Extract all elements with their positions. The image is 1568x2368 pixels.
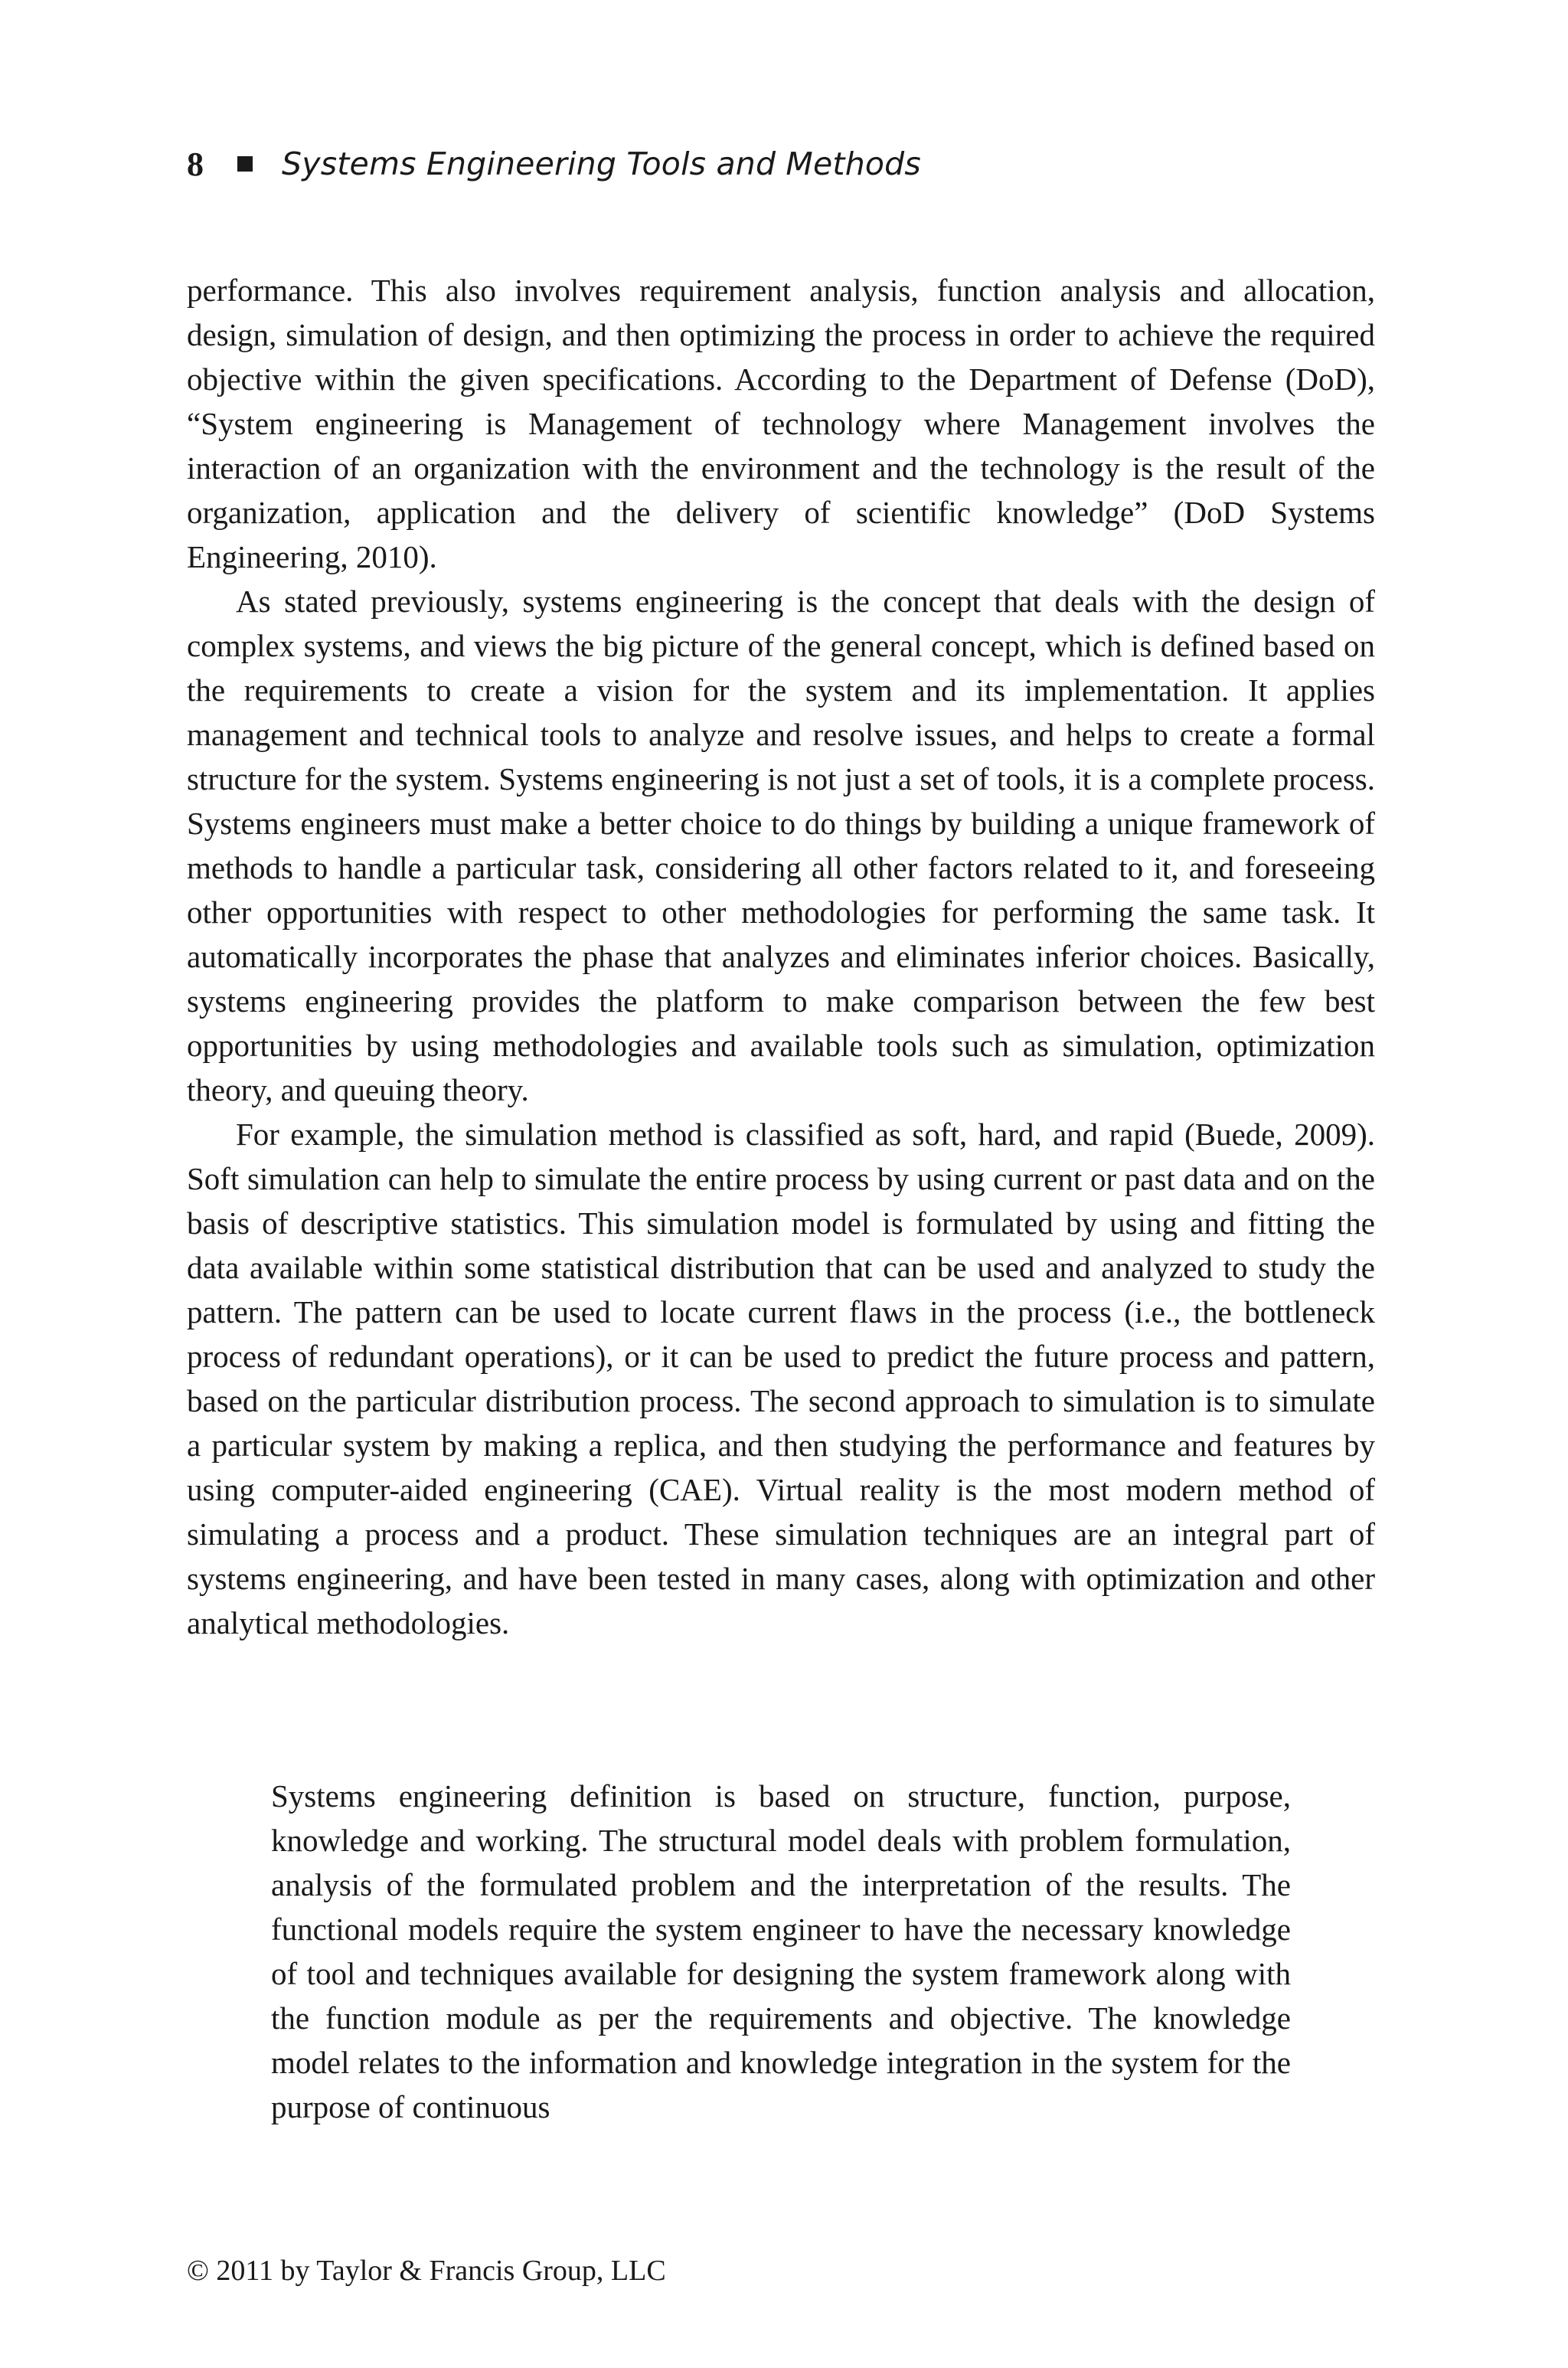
block-quote-text: Systems engineering definition is based on structure, function, purpose, knowledge and working. The structural model deals with problem formulation, analysis of the formulated problem and the interpretation of the results. The functional models require the system engineer to have the necessary knowledge of tool and techniques available for designing the system framework along with the function module as per the requirements and objective. The knowledge model relates to the information and knowledge integration in the system for the purpose of continuous [271,1778,1291,2124]
running-head [187,141,921,187]
paragraph-2: As stated previously, systems engineering is the concept that deals with the design of complex systems, and views the big picture of the general concept, which is defined based on the requirements to create a vision for the system and its implementation. It applies management and technical tools to analyze and resolve issues, and helps to create a formal structure for the system. Systems engineering is not just a set of tools, it is a complete process. Systems engineers must make a better choice to do things by building a unique framework of methods to handle a particular task, considering all other factors related to it, and foreseeing other opportunities with respect to other methodologies for performing the same task. It automatically incorporates the phase that analyzes and eliminates inferior choices. Basically, systems engineering provides the platform to make comparison between the few best opportunities by using methodologies and available tools such as simulation, optimization theory, and queuing theory. [187,584,1375,1107]
paragraph-3: For example, the simulation method is classified as soft, hard, and rapid (Buede, 2009). Soft simulation can help to simulate the entire process by using current or past data and on the basis of descriptive statistics. This simulation model is formulated by using and fitting the data available within some statistical distribution that can be used and analyzed to study the pattern. The pattern can be used to locate current flaws in the process (i.e., the bottleneck process of redundant operations), or it can be used to predict the future process and pattern, based on the particular distribution process. The second approach to simulation is to simulate a particular system by making a replica, and then studying the performance and features by using computer-aided engineering (CAE). Virtual reality is the most modern method of simulating a process and a product. These simulation techniques are an integral part of systems engineering, and have been tested in many cases, along with optimization and other analytical methodologies. [187,1117,1375,1640]
paragraph-1: performance. This also involves requirement analysis, function analysis and allocation, design, simulation of design, and then optimizing the process in order to achieve the required objective within the given specifications. According to the Department of Defense (DoD), “System engineering is Management of technology where Management involves the interaction of an organization with the environment and the technology is the result of the organization, application and the delivery of scientific knowledge” (DoD Systems Engineering, 2010). [187,273,1375,574]
running-title: Systems Engineering Tools and Methods [282,146,921,182]
page-number: 8 [187,145,204,183]
square-bullet-icon [237,156,253,172]
main-text [187,268,1375,1645]
copyright-footer: © 2011 by Taylor & Francis Group, LLC [187,2255,666,2287]
block-quote [271,1774,1291,2129]
